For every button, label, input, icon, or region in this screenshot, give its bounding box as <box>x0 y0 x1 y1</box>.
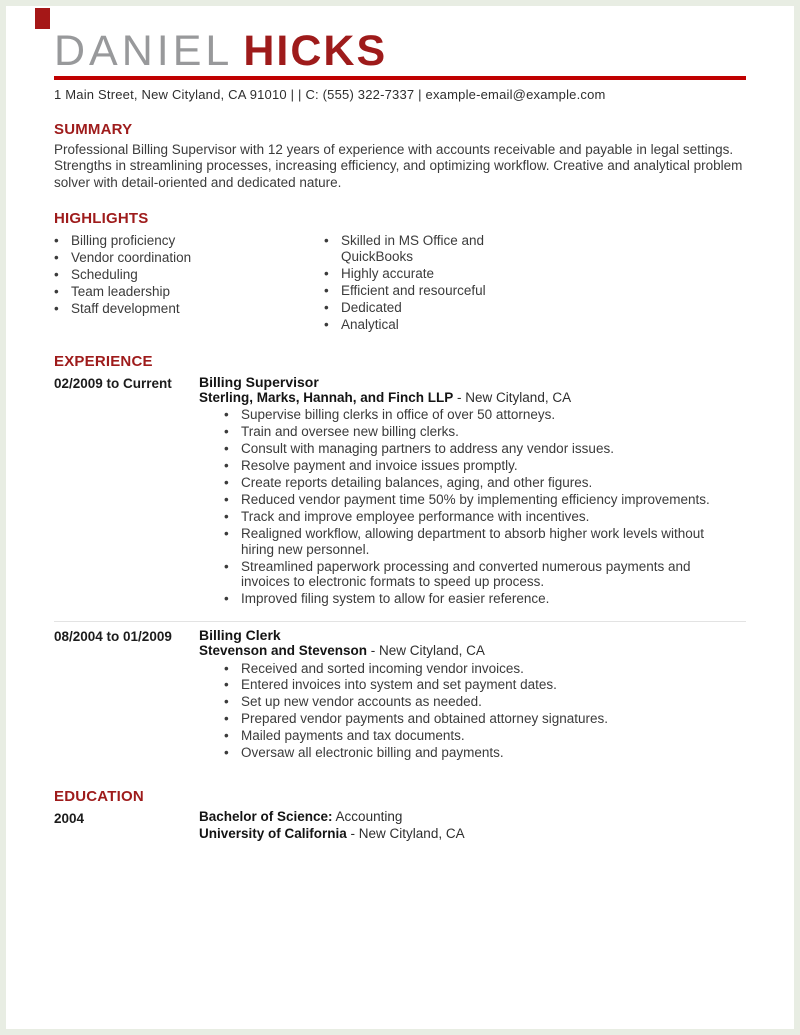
highlights-columns <box>54 233 746 334</box>
highlight-item: • Highly accurate <box>324 266 529 282</box>
summary-heading: SUMMARY <box>54 121 133 138</box>
highlight-item: • Scheduling <box>54 267 324 283</box>
accent-square <box>35 8 50 29</box>
job-company: Sterling, Marks, Hannah, and Finch LLP <box>199 390 454 406</box>
school-location: - New Cityland, CA <box>346 825 465 841</box>
school-name: University of California <box>199 825 347 841</box>
job-bullet: • Set up new vendor accounts as needed. <box>224 694 712 710</box>
highlight-item: • Vendor coordination <box>54 250 324 266</box>
job-dates: 08/2004 to 01/2009 <box>54 629 172 645</box>
education-section <box>54 788 746 843</box>
degree-label: Bachelor of Science: <box>199 809 333 825</box>
candidate-name <box>54 27 746 75</box>
education-body <box>199 809 746 843</box>
summary-section <box>54 121 746 191</box>
job-bullet: • Track and improve employee performance with incentives. <box>224 509 712 525</box>
highlight-item: • Billing proficiency <box>54 233 324 249</box>
degree-field: Accounting <box>332 809 403 825</box>
last-name: HICKS <box>243 27 388 75</box>
experience-heading: EXPERIENCE <box>54 352 153 370</box>
header-rule <box>54 76 746 80</box>
education-entry <box>54 809 746 843</box>
job-bullet: • Train and oversee new billing clerks. <box>224 424 712 440</box>
job-bullet: • Mailed payments and tax documents. <box>224 728 712 744</box>
highlight-item: • Efficient and resourceful <box>324 283 529 299</box>
job-company-line <box>199 390 746 406</box>
highlights-right-list <box>324 233 529 334</box>
job-bullet-list <box>224 661 746 762</box>
job-entry <box>54 621 746 769</box>
resume-header <box>54 27 746 102</box>
job-body <box>199 374 746 615</box>
job-bullet: • Oversaw all electronic billing and payments. <box>224 745 712 761</box>
contact-line: 1 Main Street, New Cityland, CA 91010 | | C: (555) 322-7337 | example-email@example.com <box>54 87 606 102</box>
job-bullet: • Prepared vendor payments and obtained attorney signatures. <box>224 711 712 727</box>
job-bullet: • Reduced vendor payment time 50% by implementing efficiency improvements. <box>224 492 712 508</box>
education-year: 2004 <box>54 811 85 827</box>
job-bullet: • Create reports detailing balances, aging, and other figures. <box>224 475 712 491</box>
jobs-list <box>54 374 746 769</box>
job-title: Billing Clerk <box>199 627 281 644</box>
job-company: Stevenson and Stevenson <box>199 643 368 659</box>
job-dates: 02/2009 to Current <box>54 375 172 391</box>
education-degree-line <box>199 809 746 826</box>
highlight-item: • Staff development <box>54 301 324 317</box>
job-title: Billing Supervisor <box>199 373 319 390</box>
job-bullet: • Streamlined paperwork processing and converted numerous payments and invoices to electronic formats to speed up process. <box>224 559 712 591</box>
education-school-line <box>199 826 746 843</box>
job-bullet: • Supervise billing clerks in office of over 50 attorneys. <box>224 407 712 423</box>
job-bullet-list <box>224 407 746 607</box>
highlight-item: • Dedicated <box>324 300 529 316</box>
first-name: DANIEL <box>54 27 234 75</box>
highlight-item: • Skilled in MS Office and QuickBooks <box>324 233 529 265</box>
job-location: - New Cityland, CA <box>367 643 485 659</box>
job-bullet: • Realigned workflow, allowing department to absorb higher work levels without hiring new personnel. <box>224 526 712 558</box>
job-bullet: • Improved filing system to allow for easier reference. <box>224 591 712 607</box>
job-entry <box>54 374 746 615</box>
summary-text: Professional Billing Supervisor with 12 years of experience with accounts receivable and payable in legal settings. Strengths in streamlining processes, increasing efficiency, and optimizing workflow. Creative and analytical problem solver with detail-oriented and dedicated nature. <box>54 142 743 190</box>
job-location: - New Cityland, CA <box>453 390 572 406</box>
job-bullet: • Consult with managing partners to address any vendor issues. <box>224 441 712 457</box>
highlight-item: • Team leadership <box>54 284 324 300</box>
job-body <box>199 627 746 769</box>
job-company-line <box>199 643 746 659</box>
highlights-left-list <box>54 233 324 334</box>
highlights-section <box>54 210 746 334</box>
job-bullet: • Entered invoices into system and set payment dates. <box>224 677 712 693</box>
job-bullet: • Resolve payment and invoice issues promptly. <box>224 458 712 474</box>
highlight-item: • Analytical <box>324 317 529 333</box>
job-bullet: • Received and sorted incoming vendor invoices. <box>224 661 712 677</box>
education-heading: EDUCATION <box>54 788 144 806</box>
highlights-heading: HIGHLIGHTS <box>54 210 149 228</box>
experience-section <box>54 353 746 769</box>
